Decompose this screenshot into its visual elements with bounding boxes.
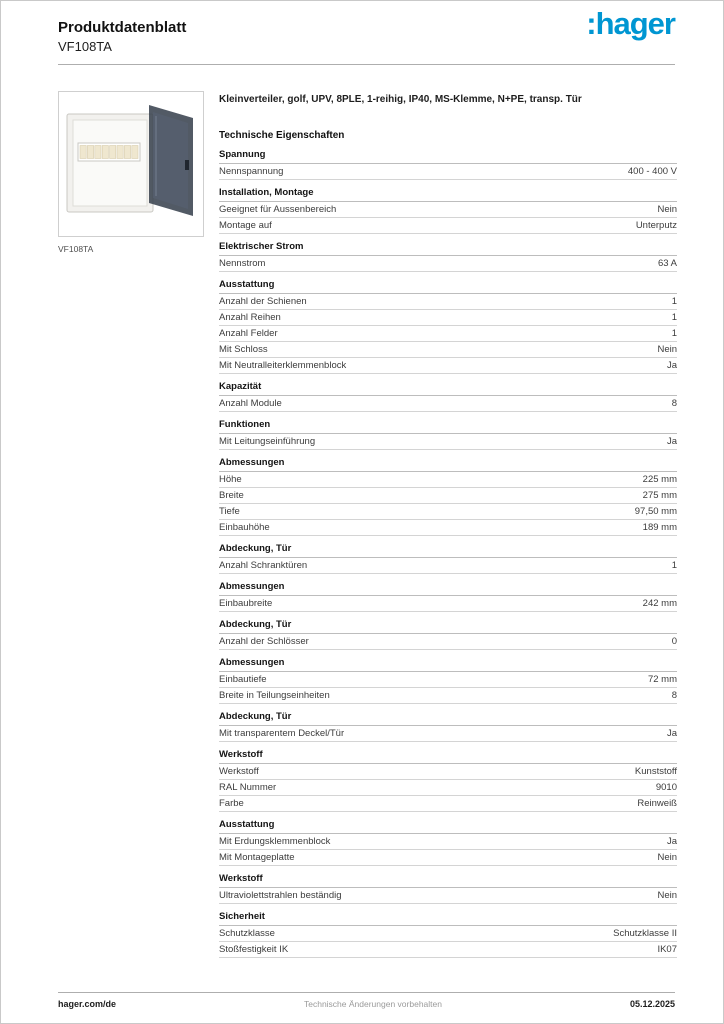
spec-row xyxy=(219,358,677,374)
spec-label: Einbauhöhe xyxy=(219,522,270,533)
spec-row xyxy=(219,796,677,812)
section-heading: Werkstoff xyxy=(219,873,677,888)
spec-row xyxy=(219,596,677,612)
spec-label: Mit Leitungseinführung xyxy=(219,436,316,447)
spec-value: Nein xyxy=(657,204,677,215)
spec-value: Ja xyxy=(666,360,677,371)
spec-label: Höhe xyxy=(219,474,242,485)
spec-sections xyxy=(219,149,677,958)
spec-value: 8 xyxy=(671,398,677,409)
hager-logo: :hager xyxy=(586,6,675,41)
spec-row xyxy=(219,726,677,742)
spec-label: Mit transparentem Deckel/Tür xyxy=(219,728,345,739)
spec-row xyxy=(219,764,677,780)
spec-value: 189 mm xyxy=(642,522,677,533)
spec-label: Anzahl Felder xyxy=(219,328,278,339)
spec-row xyxy=(219,310,677,326)
spec-value: IK07 xyxy=(657,944,677,955)
spec-row xyxy=(219,850,677,866)
spec-label: Nennspannung xyxy=(219,166,284,177)
spec-label: Breite xyxy=(219,490,244,501)
spec-value: 1 xyxy=(671,296,677,307)
spec-row xyxy=(219,780,677,796)
spec-row xyxy=(219,256,677,272)
header xyxy=(58,19,186,55)
spec-row xyxy=(219,520,677,536)
spec-value: Nein xyxy=(657,890,677,901)
spec-value: Ja xyxy=(666,436,677,447)
spec-row xyxy=(219,926,677,942)
spec-row xyxy=(219,294,677,310)
distribution-board-illustration xyxy=(59,92,204,237)
footer-date: 05.12.2025 xyxy=(629,999,675,1009)
spec-row xyxy=(219,472,677,488)
spec-value: Ja xyxy=(666,728,677,739)
section-heading: Funktionen xyxy=(219,419,677,434)
spec-label: Anzahl Reihen xyxy=(219,312,281,323)
section-heading: Kapazität xyxy=(219,381,677,396)
spec-value: Nein xyxy=(657,852,677,863)
spec-row xyxy=(219,504,677,520)
spec-value: Reinweiß xyxy=(637,798,677,809)
spec-value: 225 mm xyxy=(642,474,677,485)
spec-row xyxy=(219,326,677,342)
spec-label: Mit Neutralleiterklemmenblock xyxy=(219,360,347,371)
spec-row xyxy=(219,558,677,574)
spec-row xyxy=(219,888,677,904)
product-image-caption: VF108TA xyxy=(58,244,94,254)
section-heading: Spannung xyxy=(219,149,677,164)
spec-label: Breite in Teilungseinheiten xyxy=(219,690,330,701)
spec-row xyxy=(219,434,677,450)
spec-row xyxy=(219,396,677,412)
spec-value: 400 - 400 V xyxy=(627,166,677,177)
spec-label: Anzahl der Schlösser xyxy=(219,636,309,647)
spec-value: 1 xyxy=(671,560,677,571)
section-heading: Abdeckung, Tür xyxy=(219,543,677,558)
product-image-column xyxy=(58,91,205,254)
tech-properties-title: Technische Eigenschaften xyxy=(219,130,345,141)
spec-label: Tiefe xyxy=(219,506,240,517)
spec-value: 1 xyxy=(671,328,677,339)
spec-value: 72 mm xyxy=(647,674,677,685)
section-heading: Sicherheit xyxy=(219,911,677,926)
spec-value: 8 xyxy=(671,690,677,701)
spec-value: 63 A xyxy=(657,258,677,269)
section-heading: Installation, Montage xyxy=(219,187,677,202)
footer-disclaimer: Technische Änderungen vorbehalten xyxy=(303,999,442,1009)
spec-row xyxy=(219,202,677,218)
spec-value: 97,50 mm xyxy=(634,506,677,517)
spec-value: 0 xyxy=(671,636,677,647)
spec-value: Schutzklasse II xyxy=(613,928,677,939)
spec-row xyxy=(219,834,677,850)
spec-label: Mit Schloss xyxy=(219,344,268,355)
spec-label: Anzahl Schranktüren xyxy=(219,560,308,571)
spec-label: Mit Erdungsklemmenblock xyxy=(219,836,331,847)
spec-label: Anzahl der Schienen xyxy=(219,296,307,307)
spec-label: Werkstoff xyxy=(219,766,259,777)
section-heading: Werkstoff xyxy=(219,749,677,764)
spec-row xyxy=(219,342,677,358)
spec-row xyxy=(219,488,677,504)
spec-label: Ultraviolettstrahlen beständig xyxy=(219,890,342,901)
section-heading: Abdeckung, Tür xyxy=(219,711,677,726)
section-heading: Abmessungen xyxy=(219,581,677,596)
section-heading: Ausstattung xyxy=(219,279,677,294)
spec-label: Geeignet für Aussenbereich xyxy=(219,204,337,215)
section-heading: Abmessungen xyxy=(219,657,677,672)
spec-label: Nennstrom xyxy=(219,258,266,269)
section-heading: Abdeckung, Tür xyxy=(219,619,677,634)
footer xyxy=(58,992,675,1009)
spec-label: Farbe xyxy=(219,798,244,809)
spec-value: Nein xyxy=(657,344,677,355)
footer-website: hager.com/de xyxy=(58,999,117,1009)
spec-label: Schutzklasse xyxy=(219,928,275,939)
spec-label: Mit Montageplatte xyxy=(219,852,295,863)
spec-row xyxy=(219,942,677,958)
page-title: Produktdatenblatt xyxy=(58,19,187,36)
spec-value: Kunststoff xyxy=(634,766,677,777)
spec-value: Unterputz xyxy=(635,220,677,231)
spec-value: 9010 xyxy=(655,782,677,793)
section-heading: Ausstattung xyxy=(219,819,677,834)
product-image xyxy=(58,91,204,237)
spec-label: Anzahl Module xyxy=(219,398,282,409)
spec-label: Einbaubreite xyxy=(219,598,273,609)
spec-label: Stoßfestigkeit IK xyxy=(219,944,289,955)
spec-value: 1 xyxy=(671,312,677,323)
specs-column xyxy=(219,91,677,958)
spec-label: Montage auf xyxy=(219,220,272,231)
section-heading: Elektrischer Strom xyxy=(219,241,677,256)
product-description: Kleinverteiler, golf, UPV, 8PLE, 1-reihig, IP40, MS-Klemme, N+PE, transp. Tür xyxy=(219,94,582,105)
section-heading: Abmessungen xyxy=(219,457,677,472)
header-divider xyxy=(58,64,675,65)
spec-row xyxy=(219,672,677,688)
spec-value: 275 mm xyxy=(642,490,677,501)
spec-row xyxy=(219,634,677,650)
spec-label: RAL Nummer xyxy=(219,782,277,793)
spec-value: Ja xyxy=(666,836,677,847)
page-subtitle: VF108TA xyxy=(58,39,112,54)
spec-row xyxy=(219,164,677,180)
spec-row xyxy=(219,688,677,704)
spec-row xyxy=(219,218,677,234)
spec-label: Einbautiefe xyxy=(219,674,267,685)
spec-value: 242 mm xyxy=(642,598,677,609)
